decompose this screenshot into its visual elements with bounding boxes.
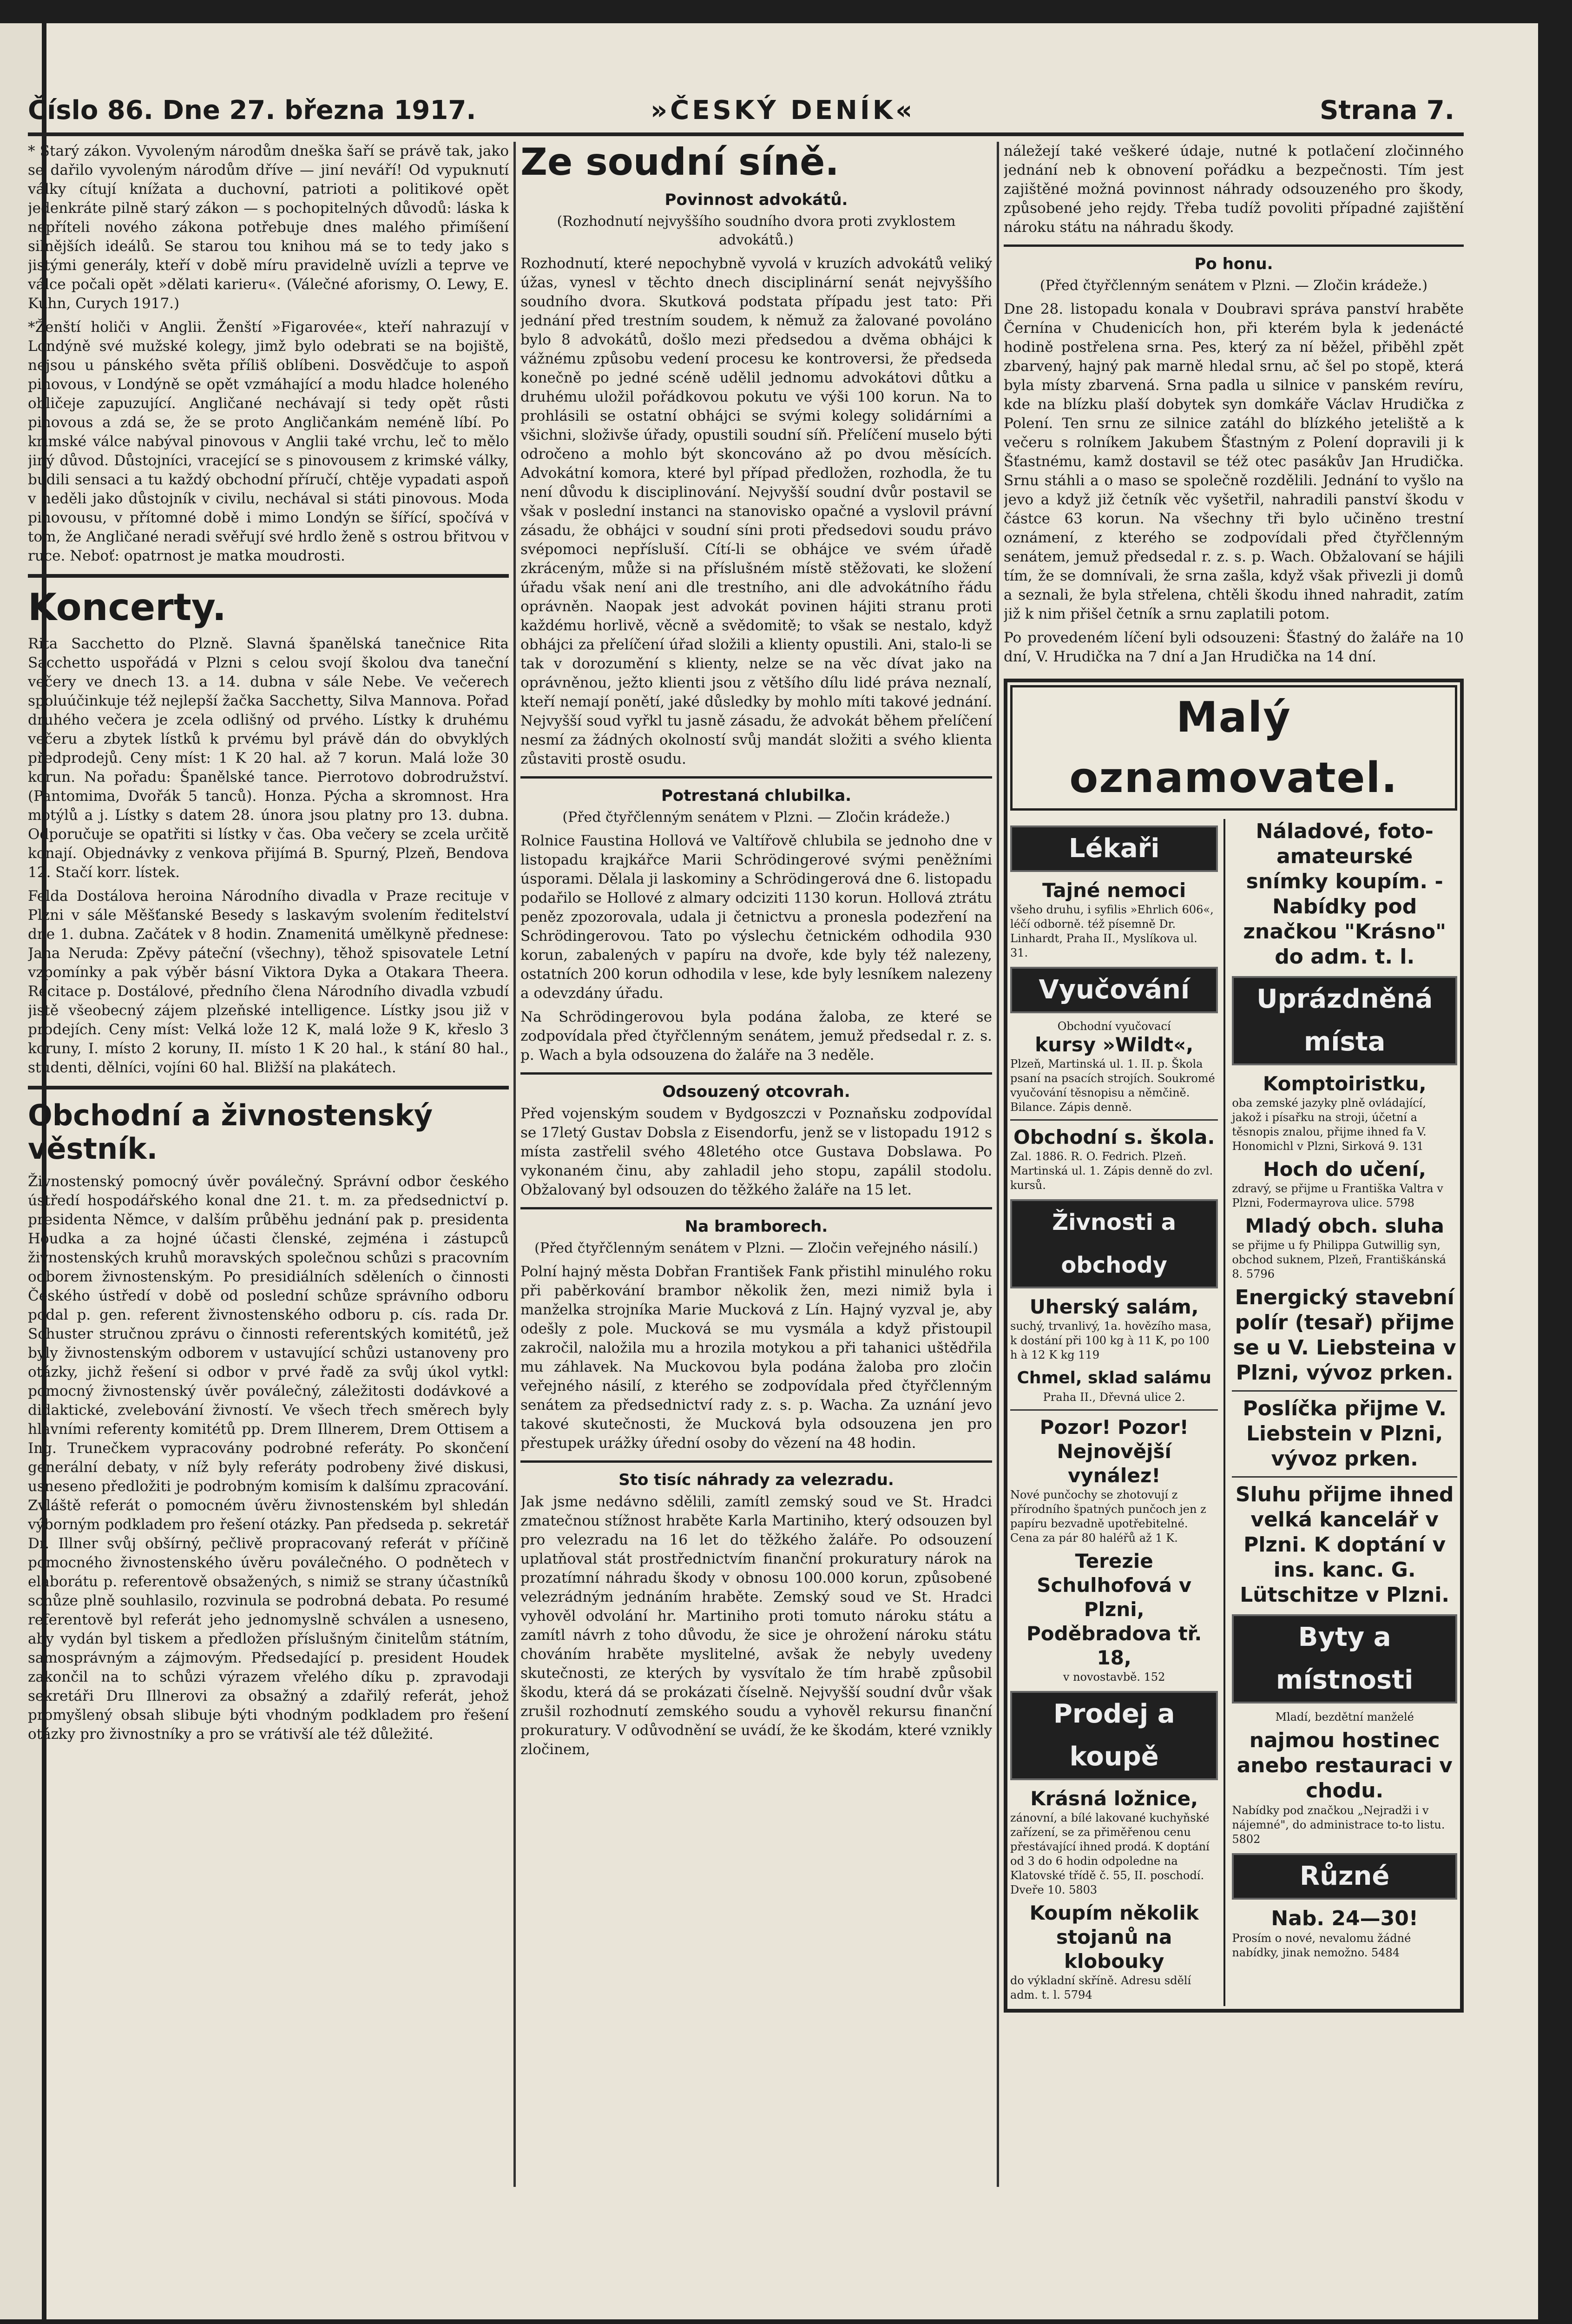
header-rule [28,132,1464,136]
ad-title: Uherský salám, [1029,1295,1199,1318]
article-divider [520,1072,992,1075]
article-rita-sacchetto: Rita Sacchetto do Plzně. Slavná španělská tanečnice Rita Sacchetto uspořádá v Plzni s celou svojí školou dva taneční večery ve dnech 13. a 14. dubna v sále Nebe. Ve večerech spoluúčinkuje též nejlepší žačka Sacchetty, Silva Mannova. Pořad druhého večera je zcela odlišný od prvého. Lístky k druhému večeru a zbytek lístků k prvému byl právě dán do obvyklých předprodejů. Ceny míst: 1 K 20 hal. až 7 korun. Malá lože 30 korun. Na pořadu: Španělské tance. Pierrotovo dobrodružství. (Pantomima, Dvořák 5 tanců). Honza. Pýcha a skromnost. Hra motýlů a j. Lístky s datem 28. února jsou platny pro 13. dubna. Odporučuje se opatřiti si lístky v čas. Oba večery se zcela určitě konají. Objednávky z venkova přijímá B. Spurný, Plzeň, Bendova 12. Stačí korr. lístek. [28,635,509,881]
ad-text: zdravý, se přijme u Františka Valtra v Plzni, Fodermayrova ulice. 5798 [1232,1182,1443,1209]
ad-text: zánovní, a bílé lakované kuchyňské zařízení, se za přiměřenou cenu přestávající ihned prodá. K doptání od 3 do 6 hodin odpoledne na Klatovské třídě č. 55, II. poschodí. Dveře 10. 5803 [1010,1811,1210,1896]
article-stary-zakon: * Starý zákon. Vyvoleným národům dneška šaří se právě tak, jako se dařilo vyvoleným národům dříve — jiní neváří! Od vypuknutí války cítují knížata a duchovní, patrioti a politikové opět jedenkráte pilně starý zákon — s pochopitelných důvodů: láska k nepříteli nového zákona potřebuje dnes malého přimíšení silnějších ideálů. Se starou tou knihou má se to tedy jako s jistými generály, kteří v době míru pravidelně uvízli a teprve ve válce počali opět »dělati karieru«. (Válečné aforismy, O. Lewy, E. Kuhn, Curych 1917.) [28,143,509,312]
article-otcovrah: Před vojenským soudem v Bydgoszczi v Poznaňsku zodpovídal se 17letý Gustav Dobsla z Eisendorfu, jenž se v listopadu 1912 s místa zastřelil svého 48letého otce Gustava Dobslawa. Po vykonaném činu, aby zahladil jeho stopu, zapálil stodolu. Obžalovaný byl odsouzen do těžkého žaláře na 15 let. [520,1105,992,1198]
column-divider [513,142,516,2187]
headline-povinnost-advokatu: Povinnost advokátů. [664,191,848,209]
category-banner-uprazdnena: Uprázdněná místa [1232,976,1457,1065]
article-potrestana-chlubilka-2: Na Schrödingerovou byla podána žaloba, ze které se zodpovídala před čtyřčlenným senátem, jemuž předsedal r. z. s. p. Wach a byla odsouzena do žaláře na 3 neděle. [520,1009,992,1063]
article-zensti-holici: *Ženští holiči v Anglii. Ženští »Figarovée«, kteří nahrazují v Londýně své mužské kolegy, jimž bylo odebrati se na bojiště, nejsou u pánského světa příliš oblíbeni. Dosvědčuje to aspoň pinovous, v Londýně se opět vzmáhající a modu hladce holeného obličeje zapuzující. Angličané nechávají si tedy opět růsti pinovous a zdá se, že se proto Angličankám neméně líbí. Po krimské válce nabýval pinovous v Anglii také vrchu, leč to mělo jiný důvod. Důstojníci, vracející se s pinovousem z krimské války, budili sensaci a tu každý obchodní příručí, chtěje vypadati aspoň v neděli jako důstojník v civilu, nechával si státi pinovous. Moda pinovousu, v přítomné době i mimo Londýn se šířící, spočívá v tom, že Angličané neradi svěřují své hrdlo ženě s ostrou břitvou v ruce. Neboť: opatrnost je matka moudrosti. [28,319,509,564]
ad-title: Tajné nemoci [1042,879,1186,902]
article-po-honu-verdict: Po provedeném líčení byli odsouzeni: Šťastný do žaláře na 10 dní, V. Hrudička na 7 dní a Jan Hrudička na 14 dní. [1004,629,1464,665]
headline-velezrada: Sto tisíc náhrady za velezradu. [618,1471,894,1489]
ad-text-large: Energický stavební polír (tesař) přijme se u V. Liebsteina v Plzni, vývoz prken. [1233,1286,1456,1385]
subheadline: (Před čtyřčlenným senátem v Plzni. — Zločin krádeže.) [1039,277,1428,294]
section-heading-obchodni: Obchodní a živnostenský věstník. [28,1086,509,1166]
headline-na-bramborech: Na bramborech. [684,1217,828,1236]
article-potrestana-chlubilka: Rolnice Faustina Hollová ve Valtířově chlubila se jednoho dne v listopadu krajkářce Marii Schrödingerové svými peněžními úsporami. Dělala ji laskominy a Schrödingerová dne 6. listopadu podařilo se Hollové z almary odciziti 1130 korun. Hollová ztrátu peněz zpozorovala, udala ji četnictvu a pronesla podezření na Schrödingerovou. Tato po výslechu četnickém odhodila 930 korun, zabalených v papíru na dvoře, kde byly též nalezeny, ostatních 200 korun odhodila v lese, kde byly lesníkem nalezeny a odevzdány úřadu. [520,832,992,1002]
category-banner-prodej: Prodej a koupě [1010,1691,1218,1780]
classified-right [1225,819,1457,2006]
ad-divider [1010,1119,1218,1121]
ad-text: všeho druhu, i syfilis »Ehrlich 606«, léčí odborně. též písemně Dr. Linhardt, Praha II., Myslíkova ul. 31. [1010,903,1214,959]
ad-title: Hoch do učení, [1263,1158,1426,1181]
ad-title: Chmel, sklad salámu [1017,1368,1211,1387]
article-divider [1004,244,1464,247]
category-banner-ruzne: Různé [1232,1853,1457,1900]
classified-title: Malý oznamovatel. [1010,685,1457,811]
subheadline: (Před čtyřčlenným senátem v Plzni. — Zločin krádeže.) [562,809,950,825]
classified-ads [1004,679,1464,2013]
ad-title: kursy »Wildt«, [1035,1033,1194,1056]
ad-text: suchý, trvanlivý, 1a. hovězího masa, k dostání při 100 kg à 11 K, po 100 h à 12 K kg 119 [1010,1320,1211,1361]
page-header [28,81,1464,132]
ad-text: Praha II., Dřevná ulice 2. [1043,1391,1185,1404]
article-velezrada: Jak jsme nedávno sdělili, zamítl zemský soud ve St. Hradci zmatečnou stížnost hraběte Karla Martiniho, který odsouzen byl pro velezradu na 16 let do těžkého žaláře. Po odsouzení uplatňoval stát prostřednictvím finanční prokuratury nárok na prozatímní náhradu škody v obnosu 100.000 korun, způsobené velezrádným jednáním hraběte. Zemský soud ve St. Hradci vyhověl odvolání hr. Martiniho proti tomuto nároku státu a zamítl návrh z toho důvodu, že sice je ohrožení nároku státu chováním hraběte myslitelné, avšak že nebyly uvedeny skutečnosti, ze kterých by vysvítalo že tím hrabě způsobil škodu, která dá se prokázati číselně. Nejvyšší soudní dvůr však zrušil rozhodnutí zemského soudu a vyhověl rekursu finanční prokuratury. V odůvodnění se uvádí, že ke škodám, které vznikly zločinem, [520,1493,992,1758]
article-felda-dostalova: Felda Dostálova heroina Národního divadla v Praze recituje v Plzni v sále Měšťanské Besedy s laskavým svolením ředitelství dne 1. dubna. Začátek v 8 hodin. Znamenitá umělkyně přednese: Jana Neruda: Zpěvy páteční (všechny), těhož spisovatele Letní vzpomínky a pak výběr básní Viktora Dyka a Otakara Theera. Recitace p. Dostálové, předního člena Národního divadla vzbudí jistě všeobecný zájem plzeňské intelligence. Lístky jsou již v prodejích. Ceny míst: Velká lože 12 K, malá lože 9 K, křeslo 3 koruny, I. místo 2 koruny, II. místo 1 K 20 hal., k stání 80 hal., studenti, dělníci, vojíni 60 hal. Bližší na plakátech. [28,888,509,1076]
ad-title: Mladý obch. sluha [1245,1215,1444,1237]
ad-divider [1010,1409,1218,1411]
ad-title: Komptoiristku, [1263,1072,1427,1095]
category-banner-lekari: Lékaři [1010,825,1218,872]
ad-text: Zal. 1886. R. O. Fedrich. Plzeň. Martinská ul. 1. Zápis denně do zvl. kursů. [1010,1150,1213,1192]
article-po-honu: Dne 28. listopadu konala v Doubravi správa panství hraběte Černína v Chudenicích hon, při kterém byla k jedenácté hodině postřelena srna. Pes, který za ní běžel, přiběhl zpět zbarvený, hajný pak marně hledal srnu, ač šel po stopě, která byla místy zbarvená. Srna padla u silnice v panském revíru, kde na blízku plaší dobytek syn domkáře Václav Hrudička z Polení. Ten srnu ze silnice zatáhl do blízkého jeteliště a k večeru s rolníkem Jakubem Šťastným z Polení dopravili ji k Šťastnému, kamž dostavil se též otec pasákův Jan Hrudička. Srnu stáhli a o maso se společně rozdělili. Jednání to vyšlo na jevo a když již četník věc vyšetřil, nahradili panství škodu v částce 63 korun. Na všechny tři bylo učiněno trestní oznámení, z kterého se zodpovídali před čtyřčlenným senátem, jemuž předsedal r. z. s. p. Wach. Obžalovaní se hájili tím, že se domnívali, že srna zašla, když však přivezli ji domů a seznali, že byla střelena, chtěli škodu ihned nahradit, zatím již k nim přišel četník a srnu zaplatili potom. [1004,301,1464,622]
ad-text-large: Náladové, foto-amateurské snímky koupím. - Nabídky pod značkou "Krásno" do adm. t. l. [1243,819,1447,969]
ad-text: do výkladní skříně. Adresu sdělí adm. t. l. 5794 [1010,1974,1191,2001]
page-number: Strana 7. [1320,95,1454,125]
issue-date: Číslo 86. Dne 27. března 1917. [28,95,476,125]
ad-text: v novostavbě. 152 [1063,1670,1165,1684]
ad-title: Krásná ložnice, [1030,1787,1198,1810]
ad-text-large: najmou hostinec anebo restauraci v chodu. [1237,1729,1453,1802]
headline-po-honu: Po honu. [1194,255,1273,273]
ad-title: Koupím několik stojanů na klobouky [1029,1901,1199,1973]
ad-text-large: Sluhu přijme ihned velká kancelář v Plzni. K doptání v ins. kanc. G. Lütschitze v Plzni. [1235,1483,1454,1607]
article-zivnostensky-uver: Živnostenský pomocný úvěr poválečný. Správní odbor českého ústředí hospodářského konal dne 21. t. m. za předsednictví p. presidenta Němce, v dalším průběhu jednání pak p. presidenta Houdka a za hojné účasti členské, zejména i zástupců živnostenských kruhů moravských společnou schůzi s pracovním odborem živnostenským. Po presidiálních sděleních o činnosti Českého ústředí v době od poslední schůze správního odboru podal p. gen. referent živnostenského odboru p. cís. rada Dr. Schuster stručnou zprávu o činnosti referentských komitétů, jež byly živnostenským odborem v ustavující schůzi ustanoveny pro otázky, jichž řešení si odbor v prvé řadě za svůj úkol vytkl: pomocný živnostenský úvěr poválečný, záležitosti dodávkové a didaktické, zvelebování živností. Ve všech třech směrech byly hlavními referenty komitétů pp. Drem Illnerem, Drem Ottisem a Ing. Trunečkem vypracovány podrobné referáty. Po skončení generální debaty, v níž byly referáty podrobeny živé diskusi, usneseno předložiti je podrobným komisím k dalšímu zpracování. Zvláště referát o pomocném úvěru živnostenském byl shledán výborným podkladem pro řešení otázky. Pan předseda p. sekretář Dr. Illner svůj obšírný, pečlivě propracovaný referát v příčině pomocného živnostenského úvěru poválečného. O podnětech v elaborátu p. referentově obsažených, s nimiž se strany účastníků schůze plně souhlasilo, rozvinula se podrobná debata. Po resumé referentově byl referát jeho jednomyslně schválen a usneseno, aby vydán byl tiskem a předložen příslušným činitelům státním, samosprávným a zájmovým. Předsedající p. president Houdek zakončil na to schůzi výrazem vřelého díku p. zpravodaji sekretáři Dru Illnerovi za obsažný a zdařilý referát, jehož promyšlený obsah slibuje býti vhodným podkladem pro řešení otázky pro živnostníky a pro se vrátivší ale též důležité. [28,1173,509,1743]
article-velezrada-continued: náležejí také veškeré údaje, nutné k potlačení zločinného jednání neb k obnovení pořádku a bezpečnosti. Tím jest zajištěné možná povinnost náhrady odsouzeného pro škody, způsobené jeho rejdy. Třeba tudíž povoliti případné zajištění nároku státu na náhradu škody. [1004,143,1464,236]
ad-title: Nejnovější vynález! [1057,1440,1171,1487]
ad-text-large: Nab. 24—30! [1271,1907,1418,1930]
headline-otcovrah: Odsouzený otcovrah. [662,1083,850,1101]
article-divider [520,1460,992,1463]
category-banner-vyucovani: Vyučování [1010,967,1218,1013]
ad-text: Mladí, bezdětní manželé [1275,1710,1414,1723]
ad-pretitle: Obchodní vyučovací [1057,1020,1171,1033]
ad-text-large: Poslíčka přijme V. Liebstein v Plzni, vývoz prken. [1243,1397,1447,1471]
classified-left [1010,819,1225,2006]
category-banner-zivnosti: Živnosti a obchody [1010,1199,1218,1288]
ad-title: Pozor! Pozor! [1039,1416,1189,1439]
classified-grid [1010,819,1457,2006]
column-1 [28,142,509,2201]
ad-text: Prosím o nové, nevalomu žádné nabídky, jinak nemožno. 5484 [1232,1932,1411,1959]
subheadline: (Rozhodnutí nejvyššího soudního dvora proti zvyklostem advokátů.) [557,213,956,248]
column-divider [997,142,999,2187]
column-3 [1004,142,1464,2201]
article-na-bramborech: Polní hajný města Dobřan František Fank přistihl minulého roku při paběrkování brambor několik žen, mezi nimiž byla i manželka strojníka Marie Mucková z Lín. Hajný vyzval je, aby odešly z pole. Mucková se mu vysmála a když přistoupil zakročil, naložila mu a hrozila motykou a při tahanici uštědřila mu záhlavek. Na Muckovou byla podána žaloba pro zločin veřejného násilí, z kterého se zodpovídala před čtyřčlenným senátem za předsednictví rady z. s. p. Wacha. Za uznání jevo takové skutečnosti, že Mucková byla odsouzena jen pro přestupek urážky úřední osoby do vězení na 48 hodin. [520,1263,992,1452]
ad-text: se přijme u fy Philippa Gutwillig syn, obchod suknem, Plzeň, Františkánská 8. 5796 [1232,1239,1446,1281]
article-povinnost-advokatu: Rozhodnutí, které nepochybně vyvolá v kruzích advokátů veliký úžas, vynesl v těchto dnech disciplinární senát nejvyššího soudního dvora. Skutková podstata případu jest tato: Při jednání před trestním soudem, k němuž za žalované povoláno bylo 8 advokátů, došlo mezi předsedou a dvěma obhájci k vážnému způsobu vedení procesu ke kontroversi, že předseda konečně po jedné scéně udělil jednomu advokátovi důtku a druhému uložil pořádkovou pokutu ve výši 100 korun. Na to prohlásili se ostatní obhájci se svými kolegy solidárními a všichni, složivše úřady, opustili soudní síň. Přelíčení muselo býti odročeno a mohlo být skoncováno až po dvou měsících. Advokátní komora, které byl případ předložen, rozhodla, že tu není důvodu k disciplinování. Nejvyšší soudní dvůr postavil se však v poslední instanci na stanovisko opačné a vyslovil právní zásadu, že obhájci v soudní síni proti předsedovi soudu právo svépomoci nepřísluší. Cítí-li se obhájce ve svém úřadě zkráceným, může si na příslušném místě stěžovati, ke složení úřadu však není ani dle trestního, ani dle advokátního řádu oprávněn. Naopak jest advokát povinen hájiti stranu proti každému horlivě, věcně a svědomitě; to však se nestalo, když obhájci za přelíčení úřad složili a klienty opustili. Ani, stalo-li se tak v dorozumění s klienty, nelze se na věc dívat jako na oprávněnou, ježto klienti jsou z většího dílu lidé práva neznalí, kteří nemají ponětí, jaké důsledky by mohlo míti takové jednání. Nejvyšší soud vyřkl tu jasně zásadu, že advokát během přelíčení nesmí za žádných okolností svůj mandát složiti a svého klienta zůstaviti prostě osudu. [520,255,992,767]
ad-title: Terezie Schulhofová v Plzni, Poděbradova tř. 18, [1026,1550,1202,1669]
ad-text: Nové punčochy se zhotovují z přírodního špatných punčoch jen z papíru bezvadně upotřebitelné. Cena za pár 80 haléřů až 1 K. [1010,1488,1206,1545]
ad-divider [1232,1390,1457,1392]
column-2 [520,142,992,2201]
masthead: »ČESKÝ DENÍK« [651,95,915,125]
section-heading-koncerty: Koncerty. [28,574,509,628]
subheadline: (Před čtyřčlenným senátem v Plzni. — Zločin veřejného násilí.) [534,1240,978,1256]
article-divider [520,776,992,779]
category-banner-byty: Byty a místnosti [1232,1614,1457,1703]
ad-text: oba zemské jazyky plně ovládající, jakož i písařku na stroji, účetní a těsnopis znalou, přijme ihned fa V. Honomichl v Plzni, Sirková 9. 131 [1232,1096,1427,1153]
article-divider [520,1207,992,1209]
section-heading-soudni: Ze soudní síně. [520,142,839,184]
ad-text: Nabídky pod značkou „Nejradži i v nájemné", do administrace to-to listu. 5802 [1232,1804,1445,1846]
headline-potrestana-chlubilka: Potrestaná chlubilka. [661,786,852,805]
ad-text: Plzeň, Martinská ul. 1. II. p. Škola psaní na psacích strojích. Soukromé vyučování těsnopisu a němčině. Bilance. Zápis denně. [1010,1057,1215,1114]
ad-title: Obchodní s. škola. [1013,1126,1215,1149]
ad-divider [1232,1476,1457,1478]
